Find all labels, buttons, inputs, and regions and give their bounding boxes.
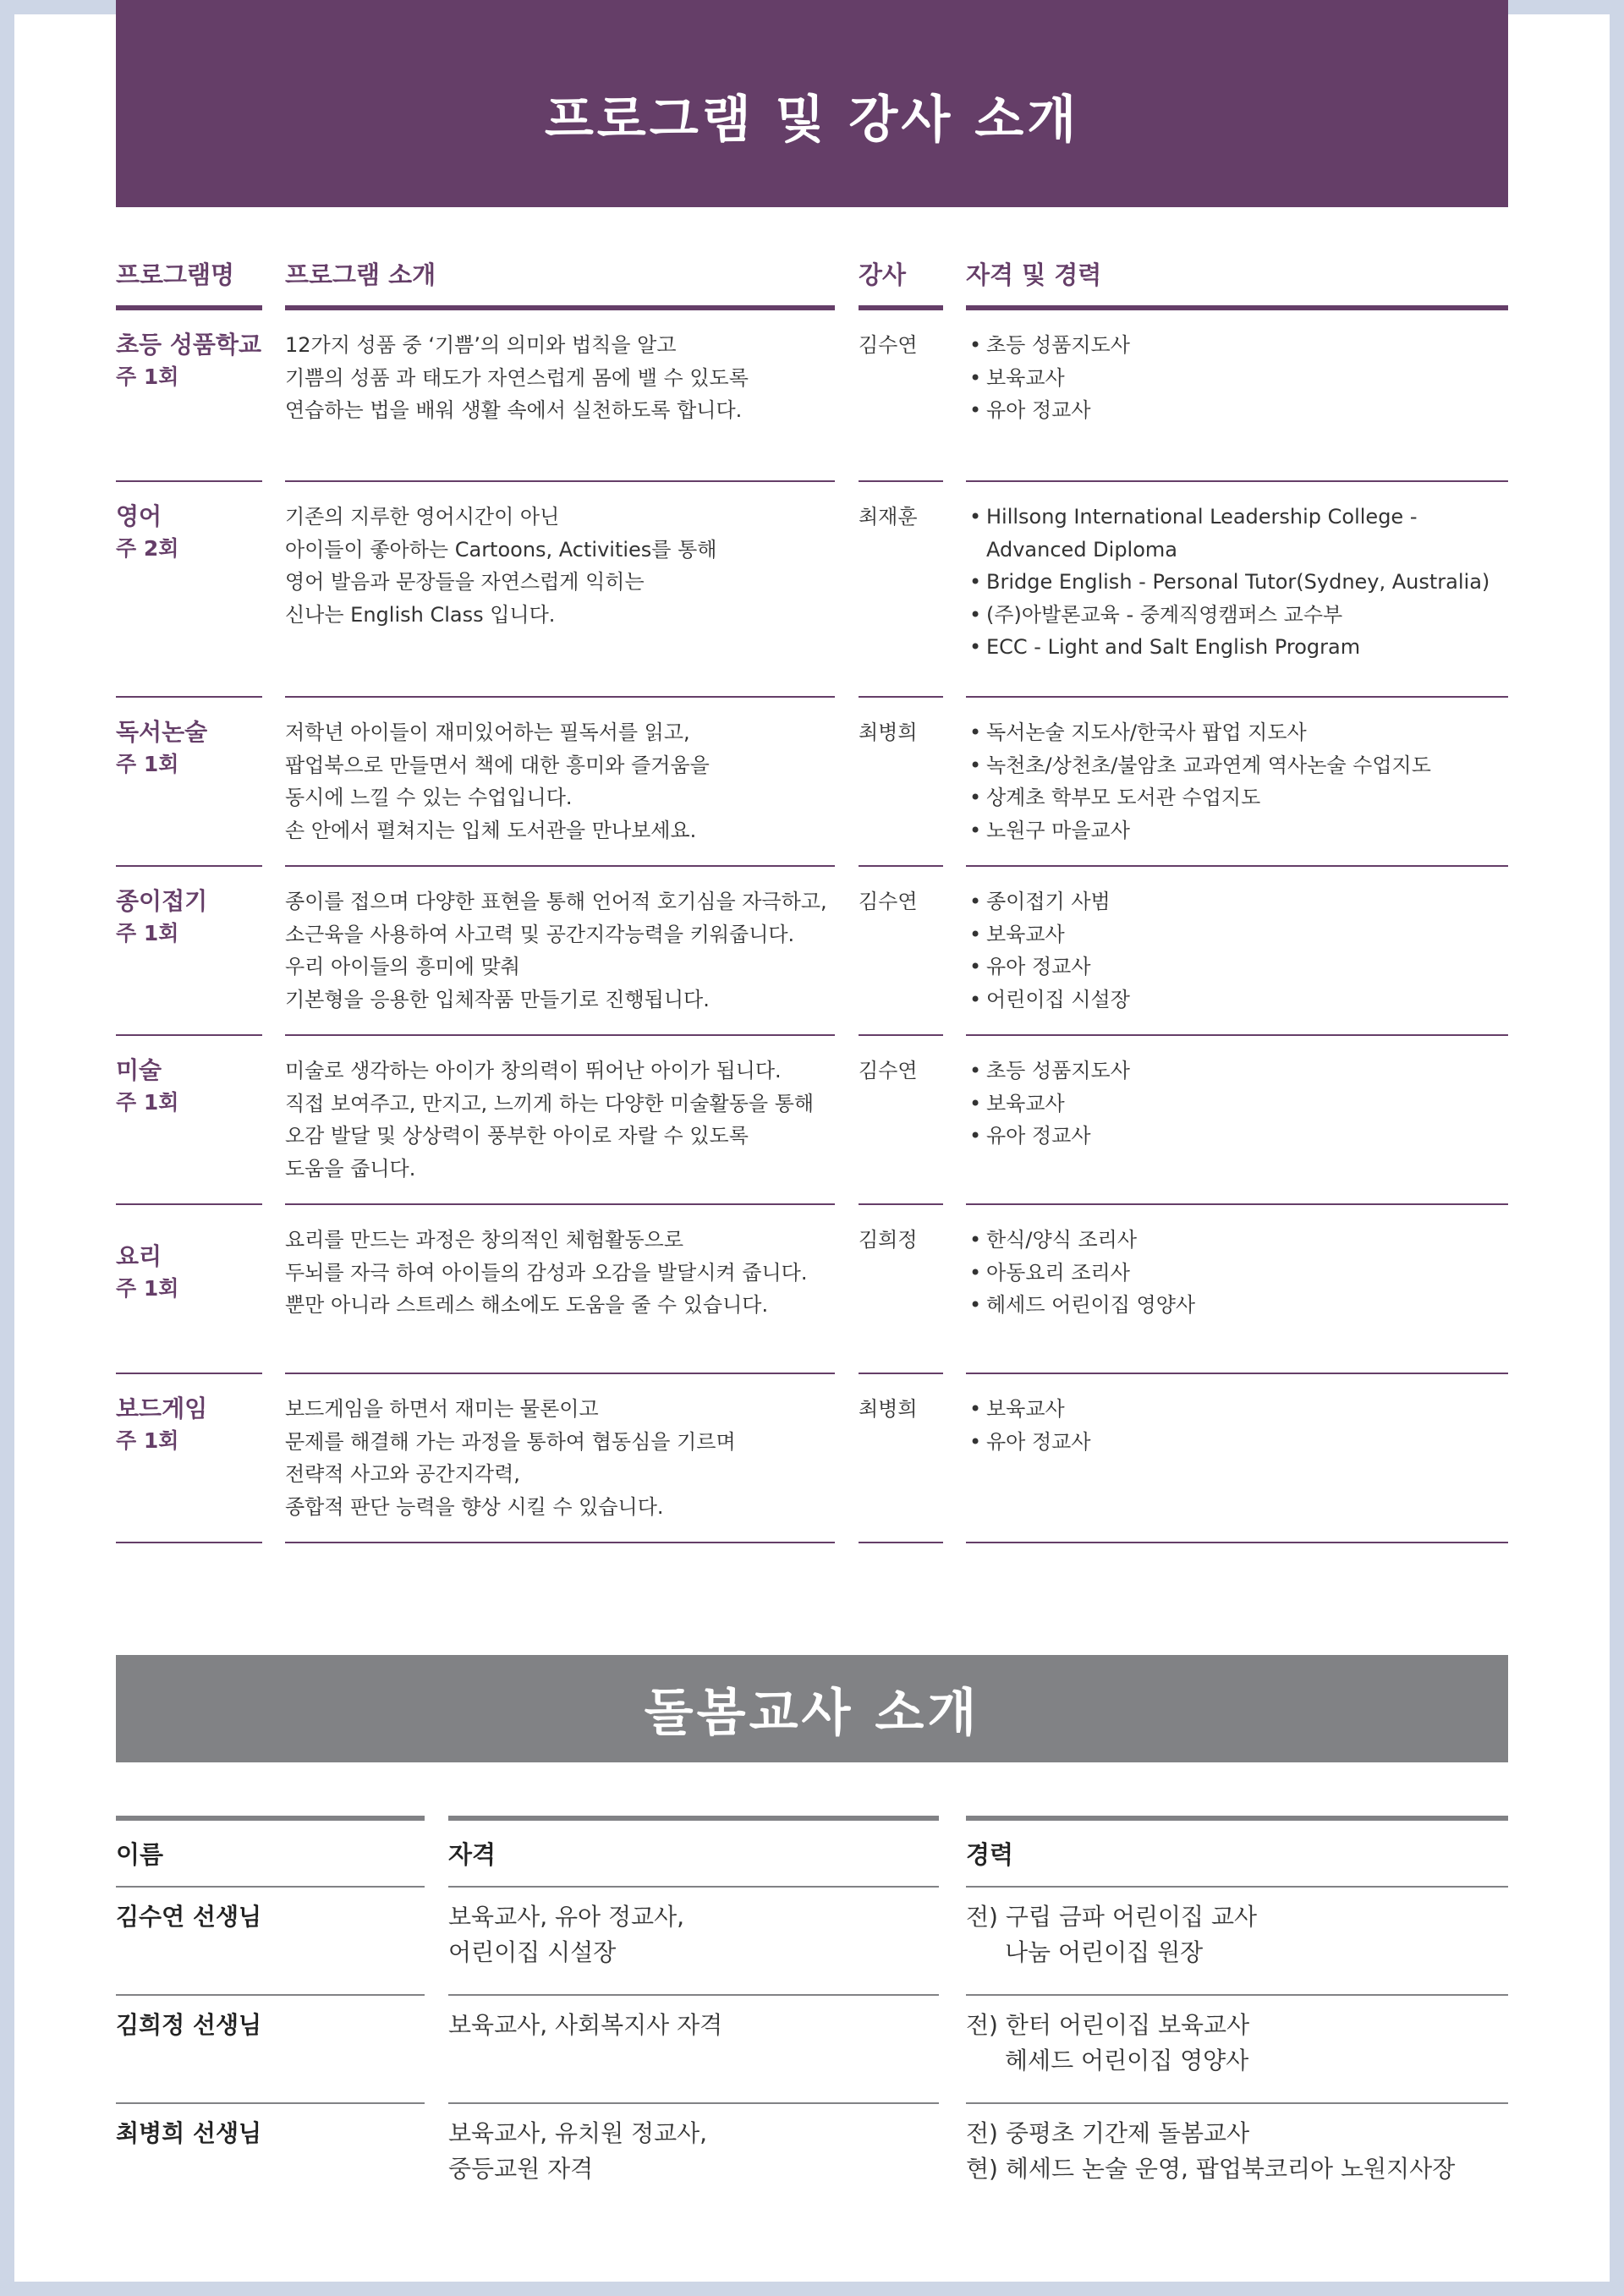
care-career-cell (966, 1996, 1508, 2104)
program-intro-cell (285, 1374, 835, 1543)
credential-item: • 헤세드 어린이집 영양사 (966, 1289, 1508, 1322)
credential-item: • 녹천초/상천초/불암초 교과연계 역사논술 수업지도 (966, 749, 1508, 782)
program-intro-line: 미술로 생각하는 아이가 창의력이 뛰어난 아이가 됩니다. (285, 1059, 782, 1082)
credential-item: • 유아 정교사 (966, 1120, 1508, 1153)
program-table (116, 243, 1508, 1543)
header-program-name: 프로그램명 (116, 243, 262, 310)
credential-item: • 유아 정교사 (966, 951, 1508, 984)
program-rows (116, 310, 1508, 1543)
program-intro-line: 소근육을 사용하여 사고력 및 공간지각능력을 키워줍니다. (285, 922, 795, 946)
program-row (116, 698, 1508, 867)
program-intro-line: 도움을 줍니다. (285, 1156, 416, 1181)
program-name: 독서논술 (116, 718, 208, 746)
program-name-cell (116, 310, 262, 482)
credential-item: • 보육교사 (966, 1393, 1508, 1426)
care-row (116, 1996, 1508, 2104)
program-intro-line: 아이들이 좋아하는 Cartoons, Activities를 통해 (285, 537, 717, 562)
program-intro-line: 문제를 해결해 가는 과정을 통하여 협동심을 기르며 (285, 1429, 736, 1454)
credential-item: • 초등 성품지도사 (966, 1055, 1508, 1088)
program-intro-line: 두뇌를 자극 하여 아이들의 감성과 오감을 발달시켜 줍니다. (285, 1260, 808, 1285)
program-frequency: 주 1회 (116, 1090, 179, 1115)
program-intro-cell (285, 310, 835, 482)
program-row (116, 867, 1508, 1036)
program-name-cell (116, 1036, 262, 1205)
care-career-line: 전) 중평초 기간제 돌봄교사 (966, 2119, 1250, 2147)
credential-item: • (주)아발론교육 - 중계직영캠퍼스 교수부 (966, 599, 1508, 632)
credential-item: • 독서논술 지도사/한국사 팝업 지도사 (966, 716, 1508, 749)
program-intro-line: 요리를 만드는 과정은 창의적인 체험활동으로 (285, 1228, 684, 1252)
care-qualification-cell (448, 1996, 939, 2104)
program-banner (116, 0, 1508, 207)
program-credentials-cell (966, 1374, 1508, 1543)
program-teacher: 김희정 (859, 1228, 918, 1252)
program-name-cell (116, 482, 262, 698)
program-frequency: 주 1회 (116, 1276, 179, 1301)
program-credentials-cell (966, 867, 1508, 1036)
program-intro-line: 연습하는 법을 배워 생활 속에서 실천하도록 합니다. (285, 398, 743, 422)
credential-item: • 한식/양식 조리사 (966, 1224, 1508, 1257)
care-teacher-name: 김수연 선생님 (116, 1903, 262, 1931)
program-frequency: 주 1회 (116, 921, 179, 945)
program-row (116, 482, 1508, 698)
program-name: 미술 (116, 1056, 162, 1084)
program-teacher: 최병희 (859, 721, 918, 744)
program-name: 초등 성품학교 (116, 331, 262, 359)
program-intro-line: 영어 발음과 문장들을 자연스럽게 익히는 (285, 570, 645, 594)
program-teacher: 김수연 (859, 1059, 918, 1082)
header-teacher: 강사 (859, 243, 943, 310)
credential-item: • Bridge English - Personal Tutor(Sydney, Australia) (966, 566, 1508, 599)
program-teacher-cell (859, 867, 943, 1036)
care-table-header (116, 1816, 1508, 1888)
program-name-cell (116, 1205, 262, 1374)
program-intro-line: 전략적 사고와 공간지각력, (285, 1462, 520, 1486)
program-teacher-cell (859, 482, 943, 698)
program-credentials-cell (966, 1205, 1508, 1374)
program-row (116, 1205, 1508, 1374)
header-care-career: 경력 (966, 1816, 1508, 1888)
care-table (116, 1816, 1508, 2212)
program-credentials-cell (966, 698, 1508, 867)
program-intro-line: 직접 보여주고, 만지고, 느끼게 하는 다양한 미술활동을 통해 (285, 1091, 815, 1115)
program-credentials-cell (966, 310, 1508, 482)
credential-item: • 아동요리 조리사 (966, 1257, 1508, 1290)
credential-item: • 상계초 학부모 도서관 수업지도 (966, 781, 1508, 814)
program-intro-cell (285, 867, 835, 1036)
program-intro-line: 기존의 지루한 영어시간이 아닌 (285, 505, 560, 529)
program-intro-line: 우리 아이들의 흥미에 맞춰 (285, 955, 520, 978)
care-row (116, 1888, 1508, 1996)
program-intro-line: 기본형을 응용한 입체작품 만들기로 진행됩니다. (285, 987, 710, 1011)
program-frequency: 주 2회 (116, 536, 179, 561)
care-career-line: 헤세드 어린이집 영양사 (1005, 2047, 1249, 2074)
care-career-line: 나눔 어린이집 원장 (1005, 1938, 1204, 1966)
care-teacher-name: 김희정 선생님 (116, 2011, 262, 2039)
care-rows (116, 1888, 1508, 2212)
credential-item: Advanced Diploma (986, 537, 1177, 562)
header-care-name: 이름 (116, 1816, 425, 1888)
care-qualification-line: 보육교사, 유아 정교사, (448, 1903, 685, 1931)
program-intro-line: 동시에 느낄 수 있는 수업입니다. (285, 786, 573, 809)
program-name-cell (116, 867, 262, 1036)
program-intro-line: 12가지 성품 중 ‘기쁨’의 의미와 법칙을 알고 (285, 333, 677, 357)
care-qualification-cell (448, 1888, 939, 1996)
care-name-cell (116, 1888, 425, 1996)
care-career-cell (966, 1888, 1508, 1996)
program-intro-cell (285, 482, 835, 698)
credential-item: • ECC - Light and Salt English Program (966, 631, 1508, 664)
program-intro-line: 기쁨의 성품 과 태도가 자연스럽게 몸에 밸 수 있도록 (285, 365, 749, 390)
care-qualification-line: 보육교사, 유치원 정교사, (448, 2119, 708, 2147)
page (14, 14, 1610, 2282)
program-credentials-cell (966, 482, 1508, 698)
program-row (116, 1036, 1508, 1205)
program-teacher: 김수연 (859, 890, 918, 913)
program-teacher-cell (859, 1374, 943, 1543)
program-teacher: 최병희 (859, 1397, 918, 1421)
program-name-cell (116, 1374, 262, 1543)
program-intro-cell (285, 1205, 835, 1374)
program-intro-line: 뿐만 아니라 스트레스 해소에도 도움을 줄 수 있습니다. (285, 1293, 769, 1317)
care-career-cell (966, 2104, 1508, 2212)
credential-item: • 보육교사 (966, 1088, 1508, 1121)
program-intro-line: 신나는 English Class 입니다. (285, 602, 556, 627)
header-care-qualification: 자격 (448, 1816, 939, 1888)
program-teacher-cell (859, 1205, 943, 1374)
program-intro-line: 보드게임을 하면서 재미는 물론이고 (285, 1397, 599, 1421)
care-career-line: 현) 헤세드 논술 운영, 팝업북코리아 노원지사장 (966, 2155, 1456, 2183)
program-credentials-cell (966, 1036, 1508, 1205)
program-frequency: 주 1회 (116, 364, 179, 389)
program-teacher: 최재훈 (859, 505, 918, 529)
care-name-cell (116, 2104, 425, 2212)
care-career-line: 전) 구립 금파 어린이집 교사 (966, 1903, 1258, 1931)
care-qualification-cell (448, 2104, 939, 2212)
care-name-cell (116, 1996, 425, 2104)
program-intro-cell (285, 1036, 835, 1205)
header-program-intro: 프로그램 소개 (285, 243, 835, 310)
program-intro-line: 저학년 아이들이 재미있어하는 필독서를 읽고, (285, 721, 690, 744)
care-teacher-name: 최병희 선생님 (116, 2119, 262, 2147)
care-career-line: 전) 한터 어린이집 보육교사 (966, 2011, 1250, 2039)
care-qualification-line: 중등교원 자격 (448, 2155, 594, 2183)
care-banner (116, 1655, 1508, 1762)
credential-item: • 종이접기 사범 (966, 885, 1508, 918)
program-name: 요리 (116, 1242, 162, 1270)
credential-item: • 보육교사 (966, 918, 1508, 951)
credential-item: • 보육교사 (966, 362, 1508, 395)
program-row (116, 310, 1508, 482)
care-section-title: 돌봄교사 소개 (644, 1683, 980, 1743)
header-credentials: 자격 및 경력 (966, 243, 1508, 310)
program-intro-line: 오감 발달 및 상상력이 풍부한 아이로 자랄 수 있도록 (285, 1124, 749, 1148)
credential-item: • 유아 정교사 (966, 1426, 1508, 1459)
program-intro-line: 손 안에서 펼쳐지는 입체 도서관을 만나보세요. (285, 818, 697, 842)
program-teacher-cell (859, 1036, 943, 1205)
care-qualification-line: 보육교사, 사회복지사 자격 (448, 2011, 723, 2039)
credential-item: • Hillsong International Leadership College - (966, 501, 1508, 534)
program-name: 보드게임 (116, 1395, 208, 1422)
care-row (116, 2104, 1508, 2212)
program-teacher: 김수연 (859, 333, 918, 357)
credential-item: • 어린이집 시설장 (966, 984, 1508, 1016)
program-intro-line: 종합적 판단 능력을 향상 시킬 수 있습니다. (285, 1494, 664, 1519)
program-frequency: 주 1회 (116, 752, 179, 776)
program-teacher-cell (859, 698, 943, 867)
credential-item: • 노원구 마을교사 (966, 814, 1508, 847)
program-section-title: 프로그램 및 강사 소개 (544, 90, 1080, 150)
program-name: 영어 (116, 502, 162, 530)
program-intro-line: 팝업북으로 만들면서 책에 대한 흥미와 즐거움을 (285, 753, 710, 777)
care-qualification-line: 어린이집 시설장 (448, 1938, 617, 1966)
program-frequency: 주 1회 (116, 1428, 179, 1453)
program-teacher-cell (859, 310, 943, 482)
program-intro-cell (285, 698, 835, 867)
program-row (116, 1374, 1508, 1543)
program-intro-line: 종이를 접으며 다양한 표현을 통해 언어적 호기심을 자극하고, (285, 890, 827, 913)
program-name-cell (116, 698, 262, 867)
credential-item: • 유아 정교사 (966, 394, 1508, 427)
program-name: 종이접기 (116, 887, 208, 915)
credential-item: • 초등 성품지도사 (966, 329, 1508, 362)
program-table-header (116, 243, 1508, 310)
